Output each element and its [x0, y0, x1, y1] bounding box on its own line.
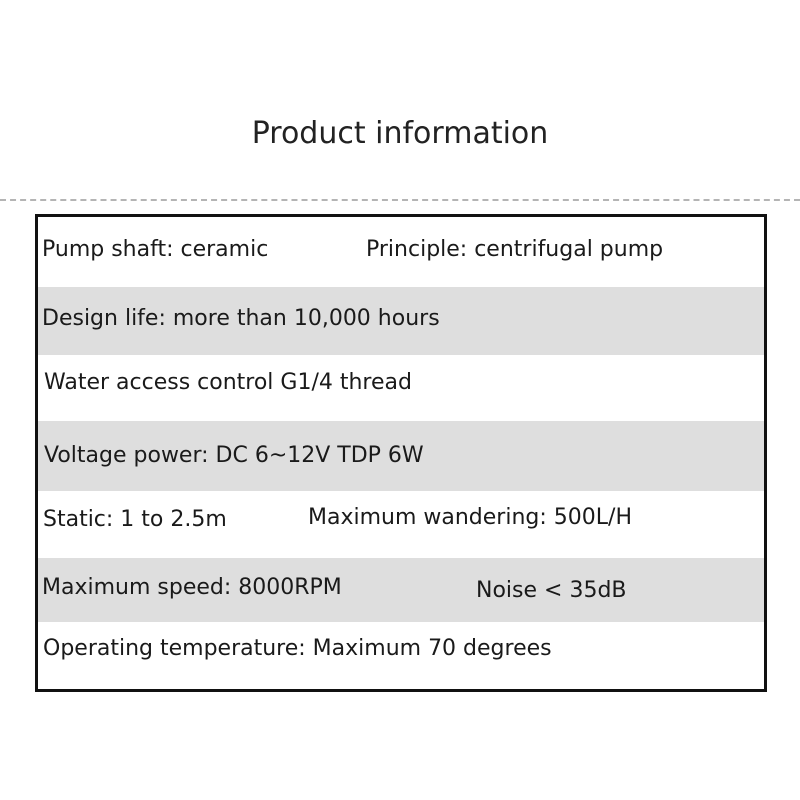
design-life-spec: Design life: more than 10,000 hours — [42, 306, 440, 331]
noise-spec: Noise < 35dB — [476, 578, 627, 603]
operating-temperature-spec: Operating temperature: Maximum 70 degrees — [43, 636, 552, 661]
product-info-table — [35, 214, 767, 692]
table-row — [38, 491, 764, 558]
water-access-spec: Water access control G1/4 thread — [44, 370, 412, 395]
static-spec: Static: 1 to 2.5m — [43, 507, 227, 532]
table-row — [38, 355, 764, 421]
principle-spec: Principle: centrifugal pump — [366, 237, 664, 262]
table-row — [38, 421, 764, 491]
table-row — [38, 622, 764, 689]
voltage-power-spec: Voltage power: DC 6~12V TDP 6W — [44, 443, 424, 468]
max-speed-spec: Maximum speed: 8000RPM — [42, 575, 342, 600]
max-wandering-spec: Maximum wandering: 500L/H — [308, 505, 632, 530]
pump-shaft-spec: Pump shaft: ceramic — [42, 237, 269, 262]
page-title: Product information — [251, 116, 549, 151]
table-row — [38, 217, 764, 287]
dashed-divider — [0, 199, 800, 201]
table-row — [38, 287, 764, 355]
table-row — [38, 558, 764, 622]
